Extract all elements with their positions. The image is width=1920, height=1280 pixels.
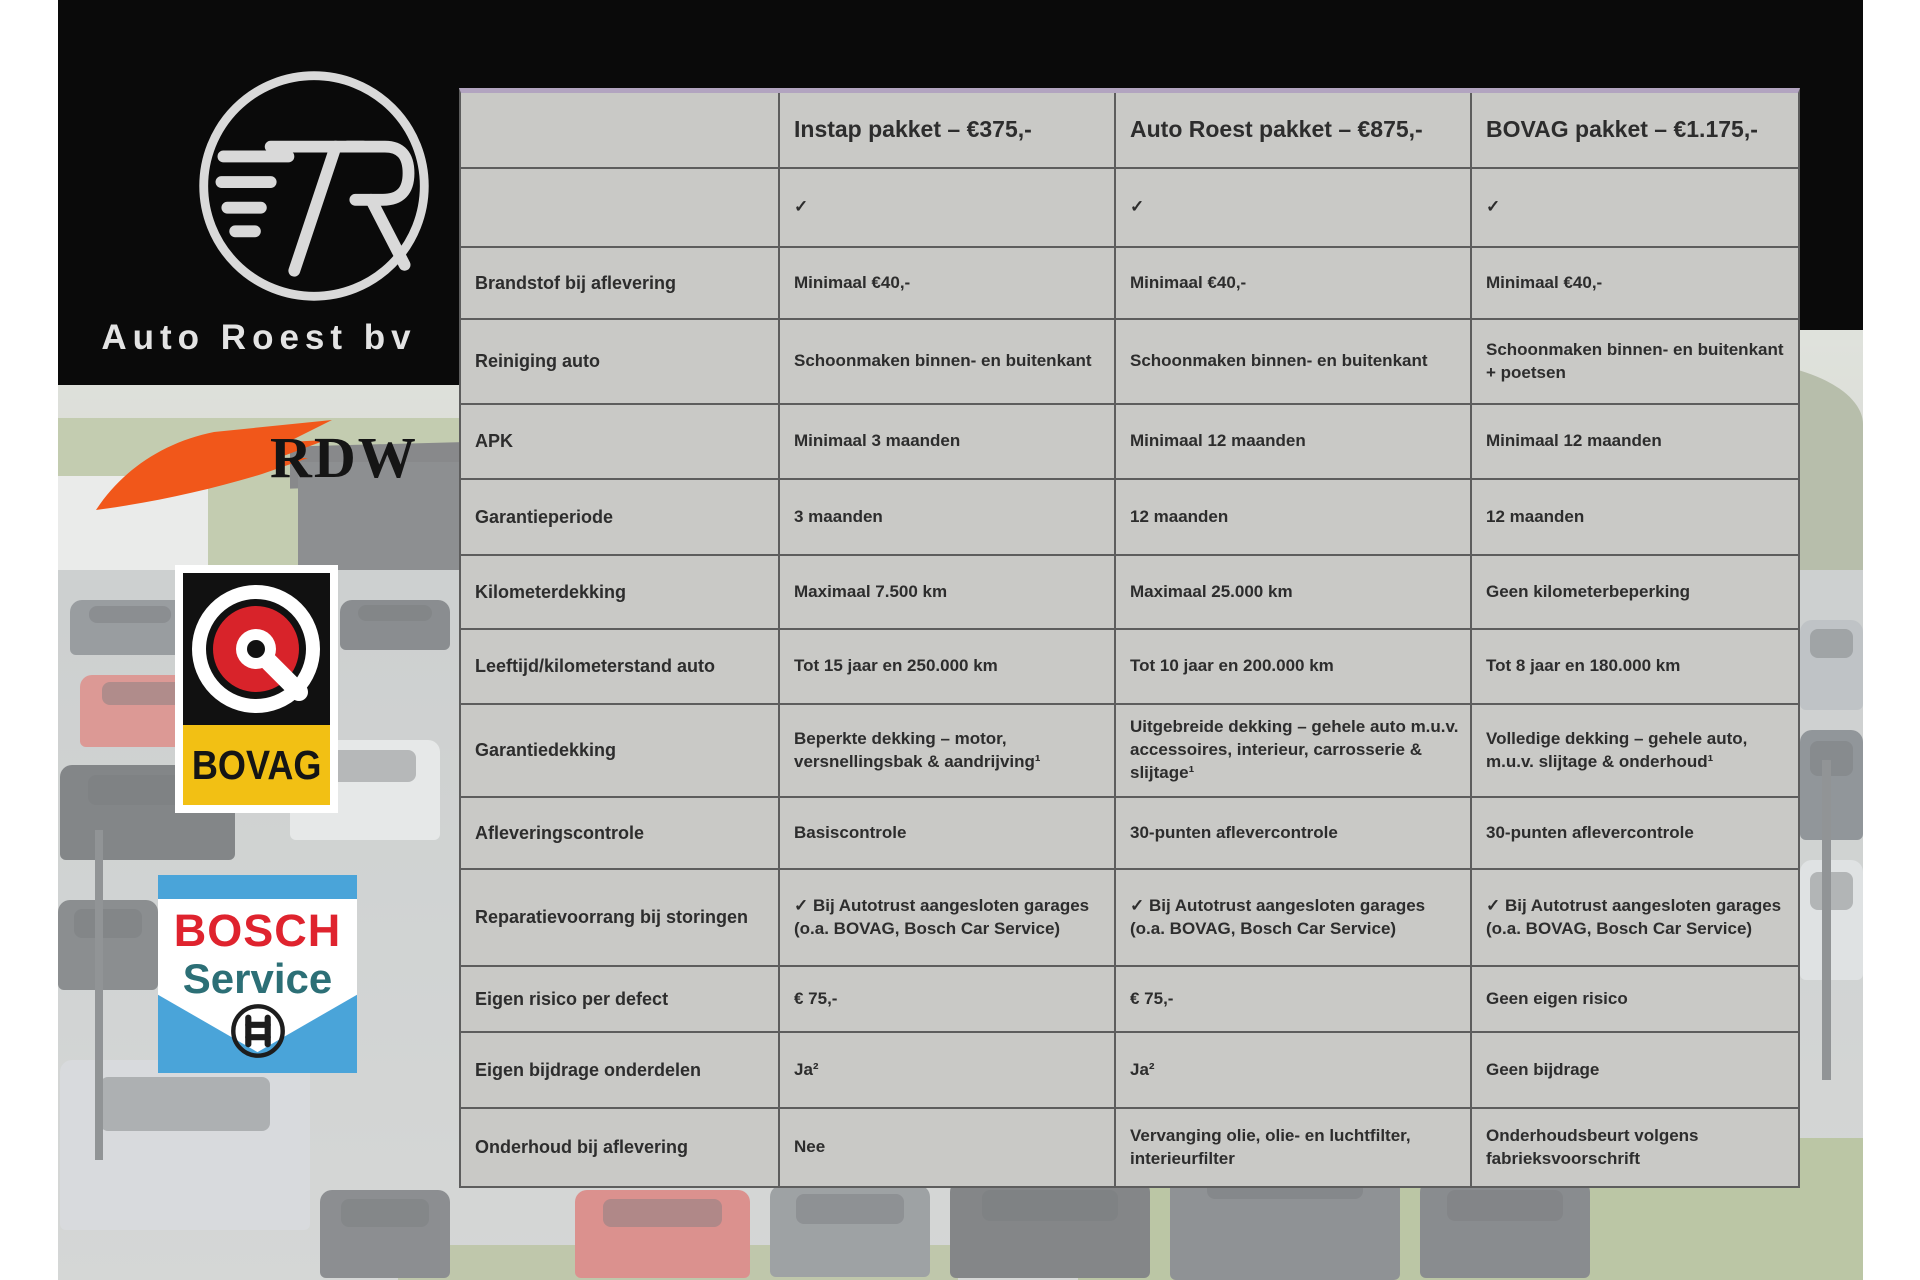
table-cell: Minimaal €40,- [780,248,1114,318]
table-cell: Beperkte dekking – motor, versnellingsbak & aandrijving¹ [780,705,1114,796]
table-cell: Tot 15 jaar en 250.000 km [780,630,1114,703]
bovag-gauge-icon [183,573,330,725]
table-cell: Ja² [780,1033,1114,1107]
table-cell: Maximaal 7.500 km [780,556,1114,628]
row-label [461,169,778,246]
table-cell: Geen eigen risico [1472,967,1798,1031]
table-cell: Geen kilometerbeperking [1472,556,1798,628]
bovag-yellow-band [183,725,330,805]
table-cell: ✓ [780,169,1114,246]
header-cell: BOVAG pakket – €1.175,- [1472,93,1798,167]
table-cell: 30-punten aflevercontrole [1472,798,1798,868]
table-cell: Minimaal 12 maanden [1472,405,1798,478]
row-label: Garantieperiode [461,480,778,554]
table-cell: Schoonmaken binnen- en buitenkant + poetsen [1472,320,1798,403]
table-cell: Minimaal 3 maanden [780,405,1114,478]
header-cell: Instap pakket – €375,- [780,93,1114,167]
table-cell: Vervanging olie, olie- en luchtfilter, interieurfilter [1116,1109,1470,1186]
bovag-logo [175,565,338,813]
table-cell: Volledige dekking – gehele auto, m.u.v. slijtage & onderhoud¹ [1472,705,1798,796]
table-cell: Minimaal €40,- [1116,248,1470,318]
table-cell: ✓ [1472,169,1798,246]
table-cell: Maximaal 25.000 km [1116,556,1470,628]
row-label: Onderhoud bij aflevering [461,1109,778,1186]
bosch-wordmark: BOSCH [173,905,342,956]
row-label: Garantiedekking [461,705,778,796]
row-label: Reparatievoorrang bij storingen [461,870,778,965]
table-cell: Tot 10 jaar en 200.000 km [1116,630,1470,703]
row-label: APK [461,405,778,478]
header-cell: Auto Roest pakket – €875,- [1116,93,1470,167]
table-cell: 3 maanden [780,480,1114,554]
table-cell: ✓ [1116,169,1470,246]
header-corner-cell [461,93,778,167]
table-cell: € 75,- [1116,967,1470,1031]
table-cell: Nee [780,1109,1114,1186]
row-label: Brandstof bij aflevering [461,248,778,318]
table-cell: Minimaal 12 maanden [1116,405,1470,478]
table-cell: ✓ Bij Autotrust aangesloten garages (o.a. BOVAG, Bosch Car Service) [1472,870,1798,965]
row-label: Kilometerdekking [461,556,778,628]
bosch-armature-icon [228,1001,288,1061]
rdw-logo [92,412,418,522]
row-label: Afleveringscontrole [461,798,778,868]
row-label: Eigen bijdrage onderdelen [461,1033,778,1107]
auto-roest-name: Auto Roest bv [101,318,417,357]
table-cell: € 75,- [780,967,1114,1031]
table-cell: Minimaal €40,- [1472,248,1798,318]
table-cell: ✓ Bij Autotrust aangesloten garages (o.a. BOVAG, Bosch Car Service) [780,870,1114,965]
auto-roest-7r-icon [186,58,442,314]
table-cell: 12 maanden [1116,480,1470,554]
table-cell: ✓ Bij Autotrust aangesloten garages (o.a. BOVAG, Bosch Car Service) [1116,870,1470,965]
bovag-wordmark: BOVAG [191,741,322,788]
row-label: Eigen risico per defect [461,967,778,1031]
table-cell: Onderhoudsbeurt volgens fabrieksvoorschrift [1472,1109,1798,1186]
bosch-service-logo [158,875,357,1073]
row-label: Reiniging auto [461,320,778,403]
rdw-wordmark: RDW [270,425,418,490]
bosch-service-wordmark: Service [182,955,333,1002]
auto-roest-logo [58,0,460,385]
package-comparison-table [459,88,1800,1188]
table-cell: Geen bijdrage [1472,1033,1798,1107]
table-cell: 30-punten aflevercontrole [1116,798,1470,868]
table-cell: Ja² [1116,1033,1470,1107]
table-cell: Uitgebreide dekking – gehele auto m.u.v. accessoires, interieur, carrosserie & slijtage¹ [1116,705,1470,796]
table-cell: Schoonmaken binnen- en buitenkant [1116,320,1470,403]
table-cell: Schoonmaken binnen- en buitenkant [780,320,1114,403]
table-cell: Tot 8 jaar en 180.000 km [1472,630,1798,703]
row-label: Leeftijd/kilometerstand auto [461,630,778,703]
table-cell: Basiscontrole [780,798,1114,868]
table-cell: 12 maanden [1472,480,1798,554]
